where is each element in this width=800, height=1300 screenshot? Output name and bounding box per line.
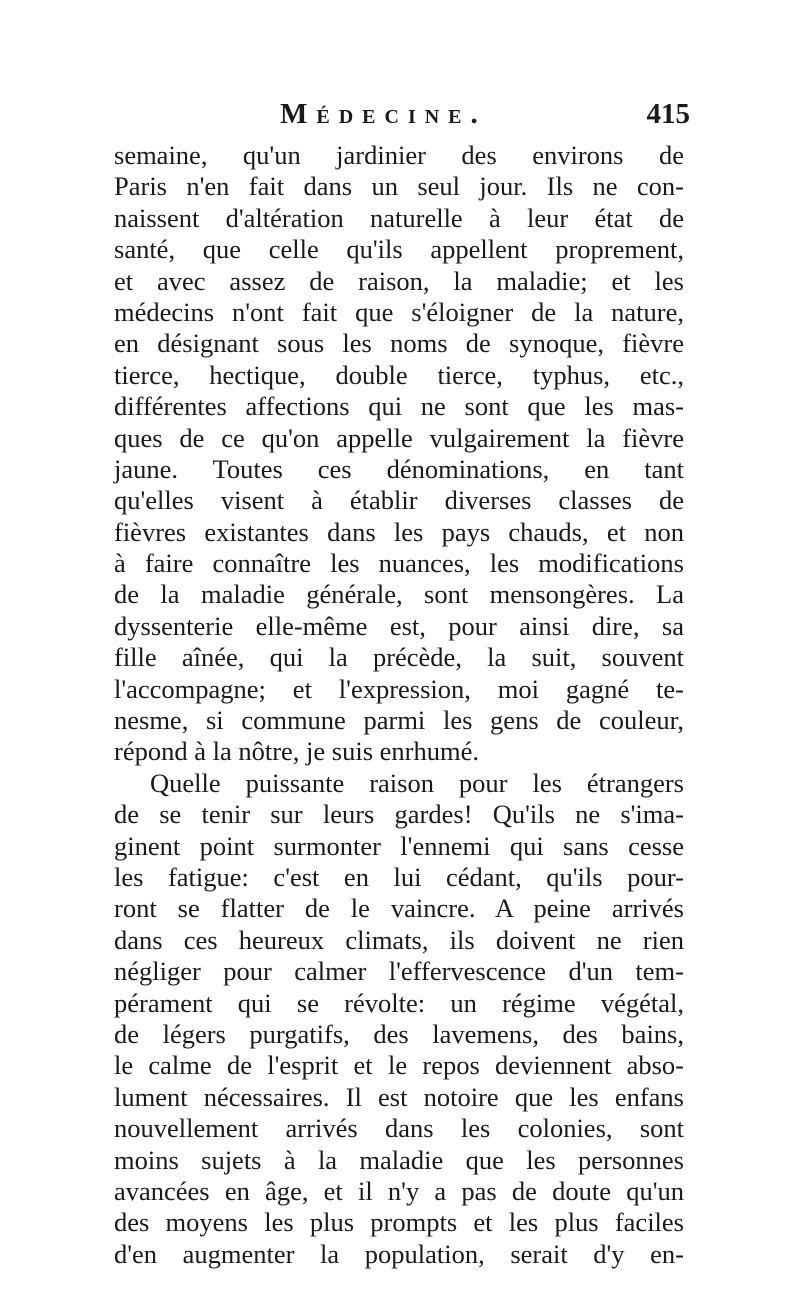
text-line: Quelle puissante raison pour les étrangers: [150, 767, 684, 798]
text-line: tierce, hectique, double tierce, typhus, etc.,: [114, 359, 684, 390]
text-line: répond à la nôtre, je suis enrhumé.: [114, 736, 479, 767]
text-line: naissent d'altération naturelle à leur état de: [114, 202, 684, 233]
text-line: de légers purgatifs, des lavemens, des bains,: [114, 1018, 684, 1049]
text-line: négliger pour calmer l'effervescence d'un tem-: [114, 956, 684, 987]
text-line: nouvellement arrivés dans les colonies, sont: [114, 1113, 684, 1144]
text-line: ques de ce qu'on appelle vulgairement la fièvre: [114, 422, 684, 453]
text-line: pérament qui se révolte: un régime végétal,: [114, 987, 684, 1018]
text-line: médecins n'ont fait que s'éloigner de la nature,: [114, 296, 684, 327]
text-line: semaine, qu'un jardinier des environs de: [114, 140, 684, 170]
text-line: lument nécessaires. Il est notoire que les enfans: [114, 1081, 684, 1112]
text-line: ront se flatter de le vaincre. A peine arrivés: [114, 893, 684, 924]
text-line: et avec assez de raison, la maladie; et les: [114, 265, 684, 296]
text-line: qu'elles visent à établir diverses classes de: [114, 485, 684, 516]
text-line: Paris n'en fait dans un seul jour. Ils ne con-: [114, 171, 684, 202]
text-line: santé, que celle qu'ils appellent proprement,: [114, 234, 684, 265]
text-line: en désignant sous les noms de synoque, fièvre: [114, 328, 684, 359]
text-line: dans ces heureux climats, ils doivent ne rien: [114, 924, 684, 955]
text-line: des moyens les plus prompts et les plus faciles: [114, 1207, 684, 1238]
text-line: le calme de l'esprit et le repos deviennent abso-: [114, 1050, 684, 1081]
text-line: d'en augmenter la population, serait d'y en-: [114, 1238, 684, 1269]
body-text: [114, 140, 684, 1270]
text-line: avancées en âge, et il n'y a pas de doute qu'un: [114, 1175, 684, 1206]
text-line: fièvres existantes dans les pays chauds, et non: [114, 516, 684, 547]
text-line: jaune. Toutes ces dénominations, en tant: [114, 453, 684, 484]
text-line: à faire connaître les nuances, les modifications: [114, 548, 684, 579]
running-title: Médecine.: [280, 98, 487, 130]
text-line: différentes affections qui ne sont que les mas-: [114, 391, 684, 422]
page-number: 415: [646, 98, 690, 130]
text-line: moins sujets à la maladie que les personnes: [114, 1144, 684, 1175]
text-line: nesme, si commune parmi les gens de couleur,: [114, 705, 684, 736]
running-head: [110, 98, 690, 138]
text-line: de se tenir sur leurs gardes! Qu'ils ne s'ima-: [114, 799, 684, 830]
text-line: dyssenterie elle-même est, pour ainsi dire, sa: [114, 610, 684, 641]
text-line: fille aînée, qui la précède, la suit, souvent: [114, 642, 684, 673]
text-line: de la maladie générale, sont mensongères. La: [114, 579, 684, 610]
text-line: ginent point surmonter l'ennemi qui sans cesse: [114, 830, 684, 861]
text-line: les fatigue: c'est en lui cédant, qu'ils pour-: [114, 861, 684, 892]
text-line: l'accompagne; et l'expression, moi gagné te-: [114, 673, 684, 704]
